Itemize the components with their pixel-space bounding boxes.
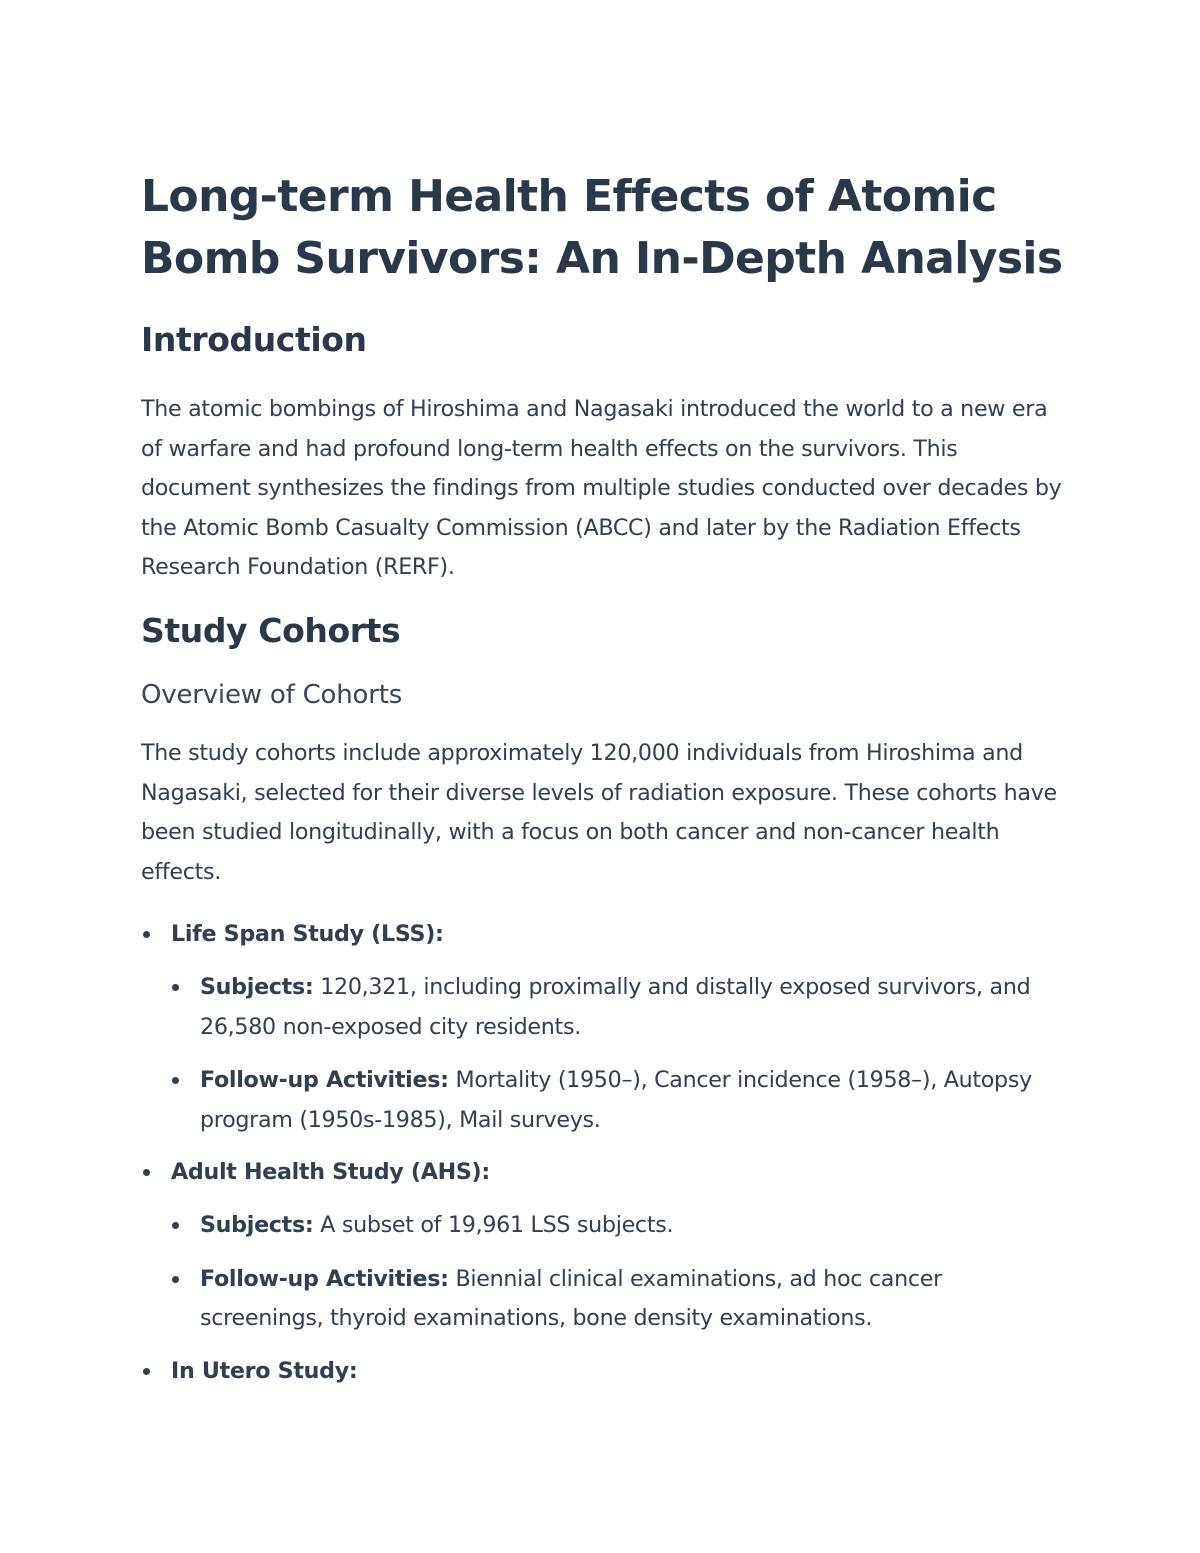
introduction-heading: Introduction [141, 320, 367, 359]
list-item-lss [141, 915, 1071, 1140]
bullet-icon [172, 1222, 179, 1229]
document-content [141, 166, 1071, 1391]
lss-detail-list [141, 968, 1071, 1140]
detail-label: Subjects: [200, 1211, 314, 1238]
detail-label: Follow-up Activities: [200, 1067, 449, 1094]
bullet-icon [172, 1077, 179, 1084]
bullet-icon [143, 1169, 150, 1176]
cohort-list [141, 915, 1071, 1391]
detail-text: A subset of 19,961 LSS subjects. [313, 1211, 674, 1238]
detail-item [200, 968, 1071, 1047]
overview-heading: Overview of Cohorts [141, 679, 403, 710]
document-title: Long-term Health Effects of Atomic Bomb Survivors: An In-Depth Analysis [141, 171, 1063, 284]
detail-text: Biennial clinical examinations, ad hoc cancer screenings, thyroid examinations, bone density examinations. [200, 1265, 942, 1332]
bullet-icon [143, 1368, 150, 1375]
study-cohorts-heading: Study Cohorts [141, 610, 401, 650]
detail-text: 120,321, including proximally and distally exposed survivors, and 26,580 non-exposed city residents. [200, 973, 1031, 1040]
cohort-title-ahs: Adult Health Study (AHS): [171, 1159, 490, 1186]
detail-item [200, 1061, 1071, 1140]
bullet-icon [143, 931, 150, 938]
detail-label: Follow-up Activities: [200, 1265, 449, 1292]
bullet-icon [172, 984, 179, 991]
detail-label: Subjects: [200, 973, 314, 1000]
list-item-ahs [141, 1153, 1071, 1338]
detail-item [200, 1206, 1071, 1246]
bullet-icon [172, 1276, 179, 1283]
list-item-title [141, 1352, 1071, 1392]
list-item-title [141, 1153, 1071, 1193]
detail-text: Mortality (1950–), Cancer incidence (1958–), Autopsy program (1950s-1985), Mail surveys. [200, 1067, 1032, 1133]
ahs-detail-list [141, 1206, 1071, 1339]
list-item-title [141, 915, 1071, 955]
cohort-title-lss: Life Span Study (LSS): [171, 921, 444, 948]
detail-item [200, 1260, 1071, 1339]
introduction-paragraph: The atomic bombings of Hiroshima and Nagasaki introduced the world to a new era of warfare and had profound long-term health effects on the survivors. This document synthesizes the findings from multiple studies conducted over decades by the Atomic Bomb Casualty Commission (ABCC) and later by the Radiation Effects Research Foundation (RERF). [141, 396, 1062, 581]
overview-paragraph: The study cohorts include approximately 120,000 individuals from Hiroshima and Nagasaki, selected for their diverse levels of radiation exposure. These cohorts have been studied longitudinally, with a focus on both cancer and non-cancer health effects. [141, 739, 1057, 885]
cohort-title-in-utero: In Utero Study: [171, 1357, 358, 1384]
list-item-in-utero [141, 1352, 1071, 1392]
